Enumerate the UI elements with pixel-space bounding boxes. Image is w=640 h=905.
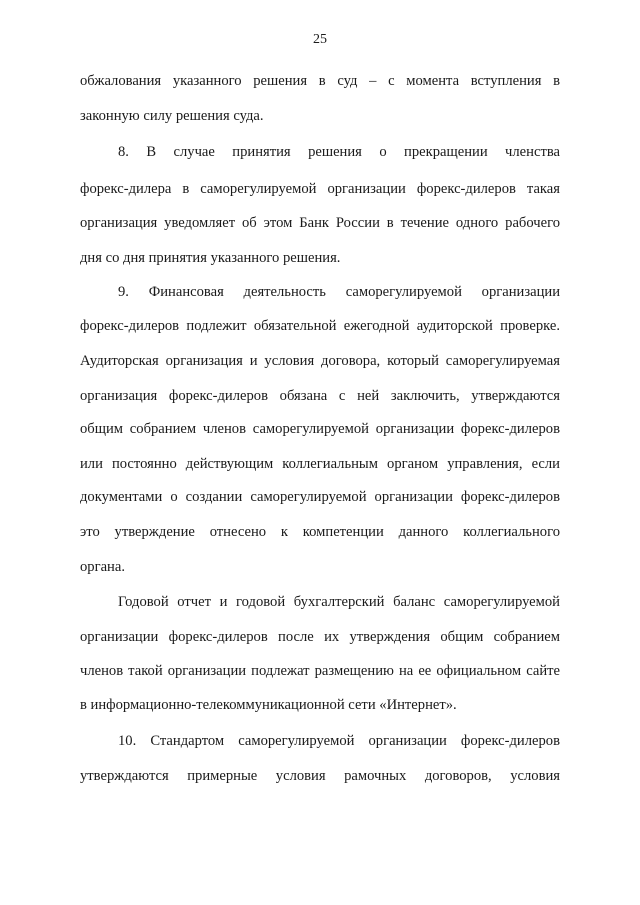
page-number: 25 [313, 32, 327, 47]
text-line: обжалования указанного решения в суд – с момента вступления в [80, 73, 560, 89]
text-line: форекс-дилеров подлежит обязательной ежегодной аудиторской проверке. [80, 318, 560, 334]
text-line: Аудиторская организация и условия договора, который саморегулируемая [80, 353, 560, 369]
paragraph-start: Годовой отчет и годовой бухгалтерский баланс саморегулируемой [118, 594, 560, 610]
text-line: членов такой организации подлежат размещению на ее официальном сайте [80, 663, 560, 679]
text-line: дня со дня принятия указанного решения. [80, 250, 341, 266]
text-line: общим собранием членов саморегулируемой организации форекс-дилеров [80, 421, 560, 437]
text-line: организация форекс-дилеров обязана с ней заключить, утверждаются [80, 388, 560, 404]
text-line: в информационно-телекоммуникационной сети «Интернет». [80, 697, 457, 713]
text-line: или постоянно действующим коллегиальным органом управления, если [80, 456, 560, 472]
text-line: документами о создании саморегулируемой организации форекс-дилеров [80, 489, 560, 505]
text-line: организации форекс-дилеров после их утверждения общим собранием [80, 629, 560, 645]
paragraph-10-start: 10. Стандартом саморегулируемой организации форекс-дилеров [118, 733, 560, 749]
text-line: это утверждение отнесено к компетенции данного коллегиального [80, 524, 560, 540]
text-line: утверждаются примерные условия рамочных договоров, условия [80, 768, 560, 784]
paragraph-9-start: 9. Финансовая деятельность саморегулируемой организации [118, 284, 560, 300]
text-line: организация уведомляет об этом Банк России в течение одного рабочего [80, 215, 560, 231]
text-line: форекс-дилера в саморегулируемой организации форекс-дилеров такая [80, 181, 560, 197]
paragraph-8-start: 8. В случае принятия решения о прекращении членства [118, 144, 560, 160]
text-line: органа. [80, 559, 125, 575]
text-line: законную силу решения суда. [80, 108, 264, 124]
